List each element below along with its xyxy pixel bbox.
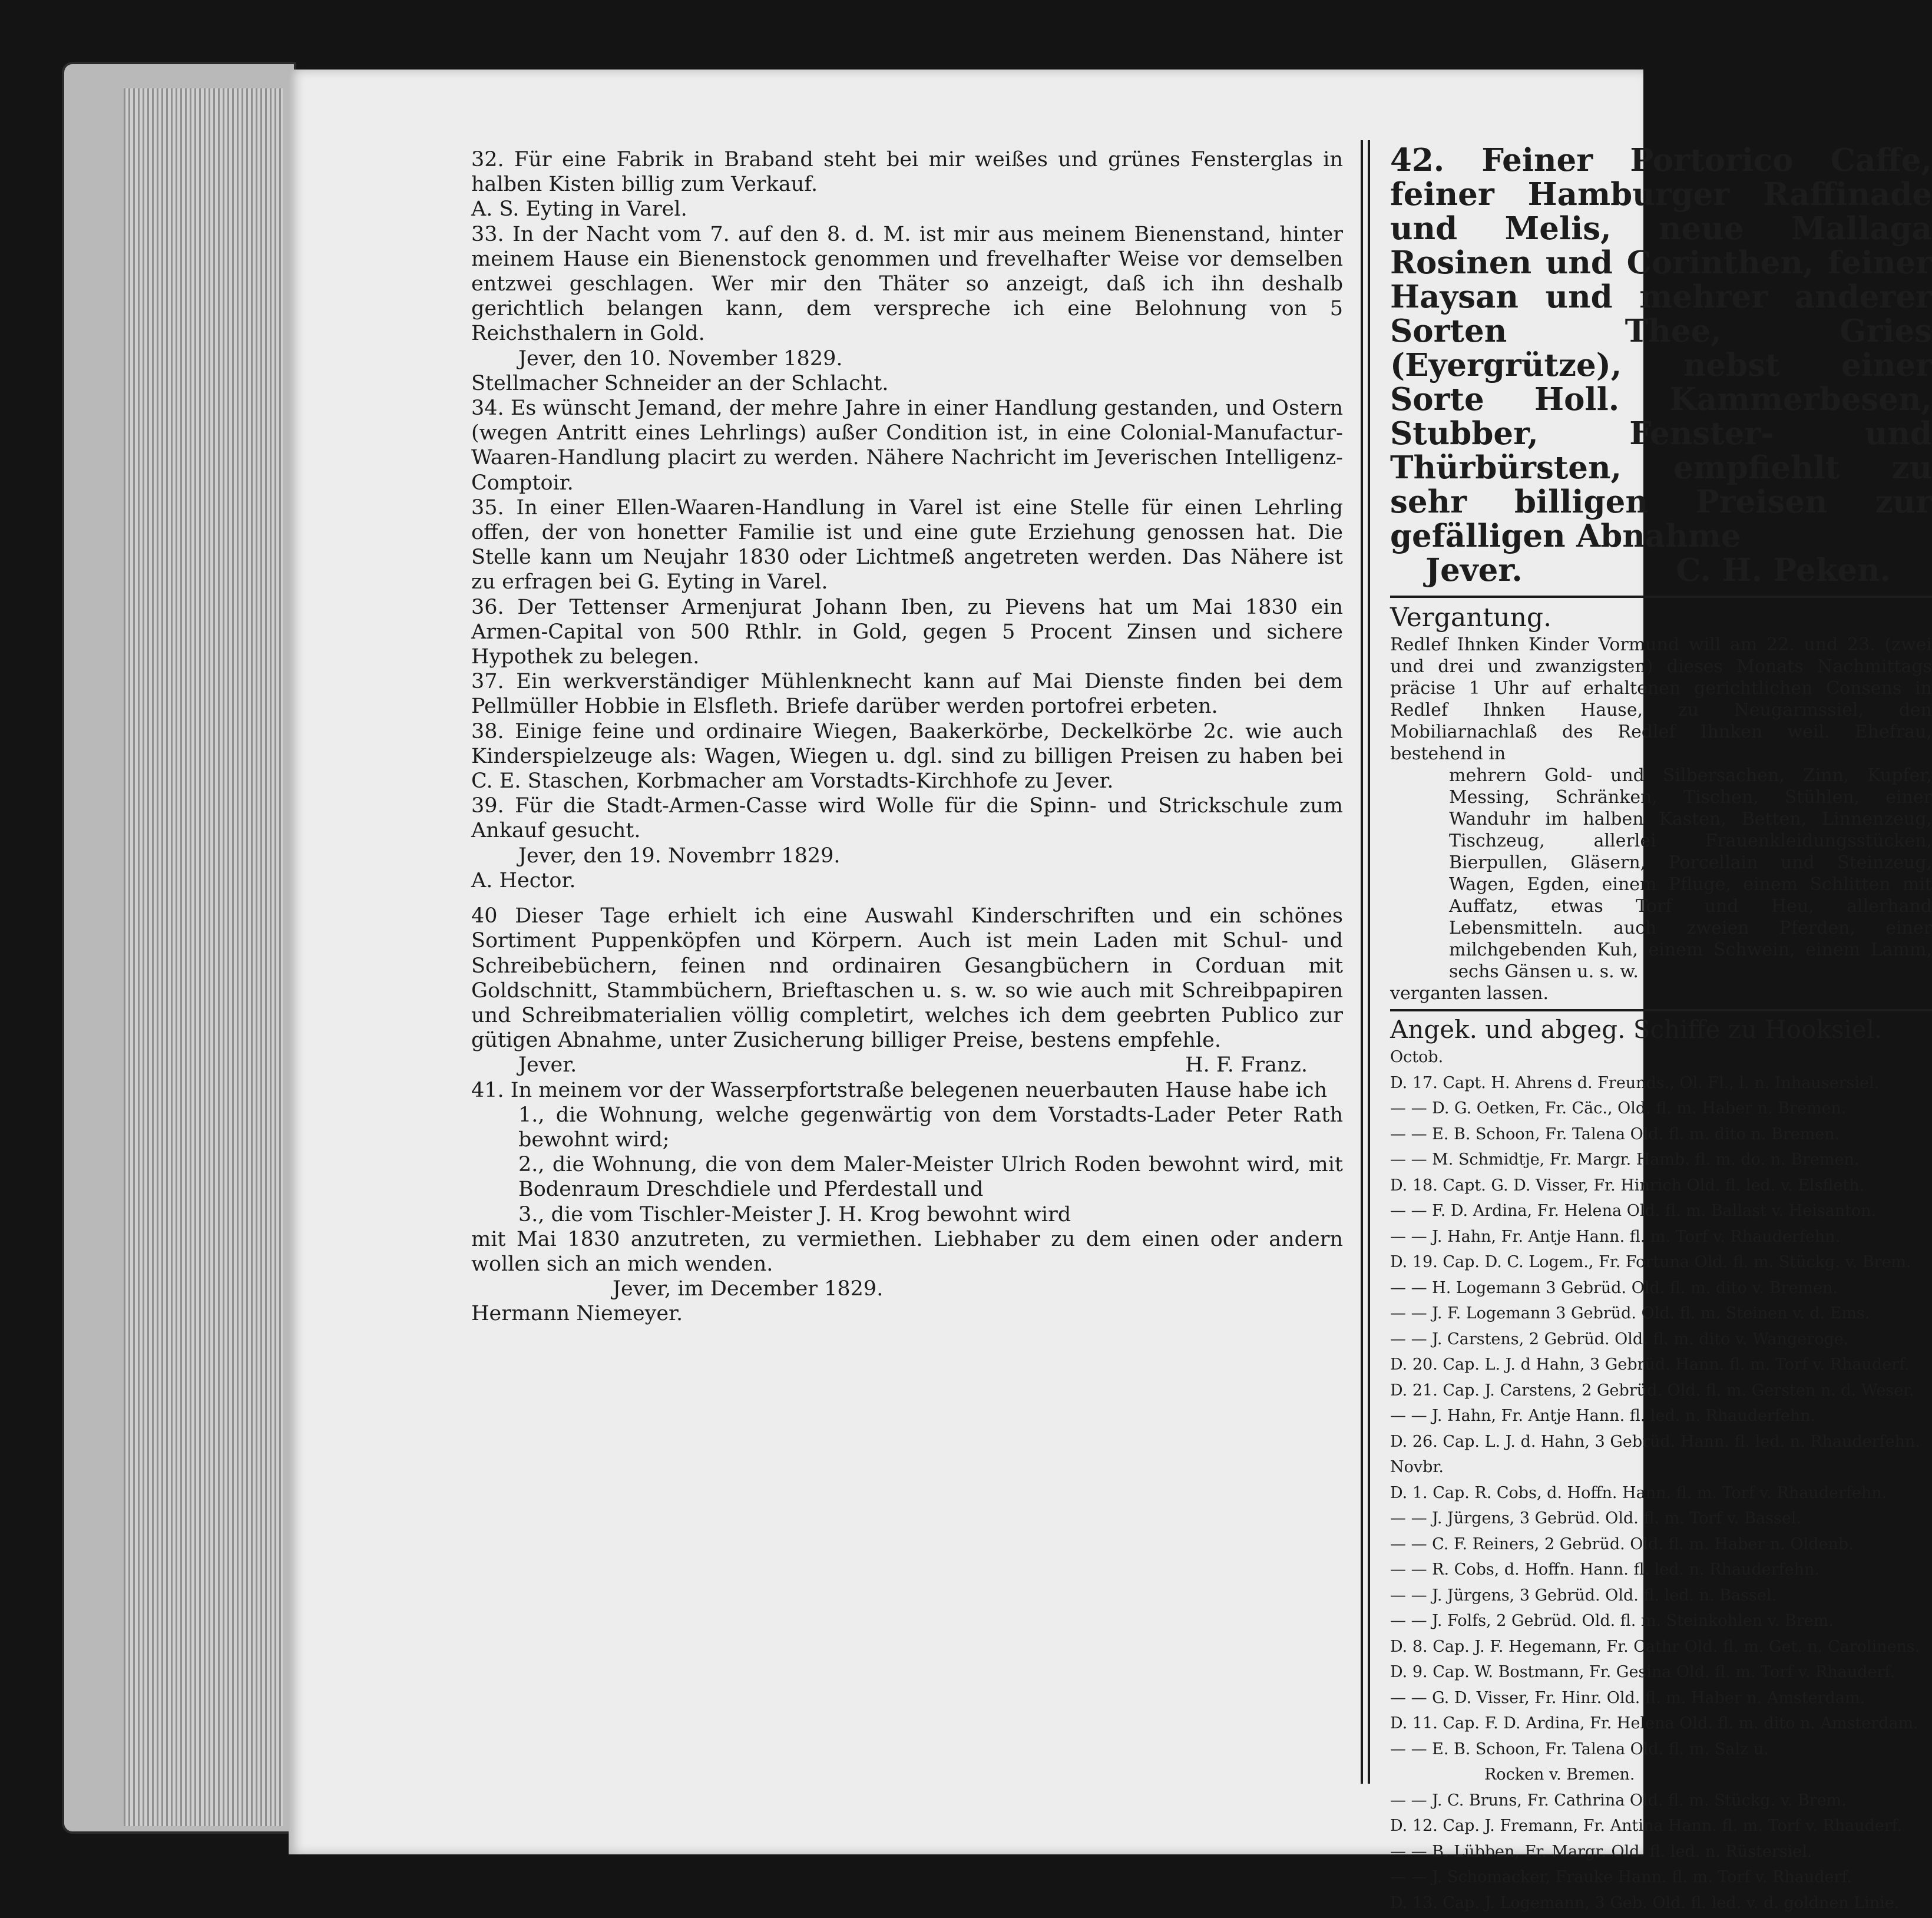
ad-38: 38. Einige feine und ordinaire Wiegen, Baakerkörbe, Deckelkörbe 2c. wie auch Kinderspielzeuge als: Wagen, Wiegen u. dgl. sind zu billigen Preisen zu haben bei C. E. Staschen, Korbmacher am Vorstadts-Kirchhofe zu Jever. [471, 719, 1343, 793]
ship-entry: — — J. Jürgens, 3 Gebrüd. Old. fl. led. n. Bassel. [1390, 1586, 1777, 1605]
ad-37: 37. Ein werkverständiger Mühlenknecht kann auf Mai Dienste finden bei dem Pellmüller Hobbie in Elsfleth. Briefe darüber werden portofrei erbeten. [471, 670, 1343, 719]
ship-entry: D. 21. Cap. J. Carstens, 2 Gebrüd. Old. fl. m. Gersten n. d. Weser. [1390, 1381, 1914, 1400]
ship-entry: D. 9. Cap. W. Bostmann, Fr. Gesina Old. fl. m. Torf v. Rhauderf. [1390, 1663, 1895, 1681]
ship-entry: — — C. F. Reiners, 2 Gebrüd. Old. fl. m. Haber n. Oldenb. [1390, 1535, 1854, 1553]
ad-42-place: Jever. [1425, 552, 1523, 588]
ad-40-footer [471, 1053, 1343, 1077]
auction-end: verganten lassen. [1390, 983, 1549, 1004]
ad-41-date: Jever, im December 1829. [613, 1277, 884, 1301]
ship-entry: — — R. Cobs, d. Hoffn. Hann. fl. led. n. Rhauderfehn. [1390, 1560, 1819, 1579]
ad-40-date: Jever. [518, 1053, 577, 1077]
ship-entry: D. 13. Cap. J. Logemann, 3 Geb. Old. fl. led. v. d. goldnen Linie. [1390, 1893, 1900, 1912]
ship-entry: — — E. B. Schoon, Fr. Talena Old. fl. m. dito n. Bremen. [1390, 1125, 1840, 1143]
ships-list [1390, 1044, 1932, 1916]
ad-32: 32. Für eine Fabrik in Braband steht bei mir weißes und grünes Fensterglas in halben Kisten billig zum Verkauf. [471, 148, 1343, 197]
ship-entry: D. 19. Cap. D. C. Logem., Fr. Fortuna Old. fl. m. Stückg. v. Brem. [1390, 1253, 1911, 1271]
ad-42-signature: C. H. Peken. [1676, 552, 1891, 588]
auction-text: Redlef Ihnken Kinder Vormund will am 22. und 23. (zwei und drei und zwanzigsten) dieses Monats Nachmittags präcise 1 Uhr auf erhaltenen gerichtlichen Consens in Redlef Ihnken Hause, zu Neugarmssiel, den Mobiliarnachlaß des Redlef Ihnken weil. Ehefrau, bestehend in [1390, 634, 1932, 764]
left-column [471, 147, 1343, 1327]
ad-42-footer [1390, 553, 1932, 587]
ship-entry: — — D. G. Oetken, Fr. Cäc., Old. fl. m. Haber n. Bremen. [1390, 1099, 1847, 1117]
ad-41-item-3: 3., die vom Tischler-Meister J. H. Krog bewohnt wird [518, 1202, 1071, 1226]
ship-entry: D. 8. Cap. J. F. Hegemann, Fr. Cathr Old. fl. m. Get. n. Carolinens. [1390, 1637, 1920, 1656]
ship-entry: D. 1. Cap. R. Cobs, d. Hoffn. Hann. fl. m. Torf v. Rhauderfehn. [1390, 1483, 1887, 1502]
ad-41-item-1: 1., die Wohnung, welche gegenwärtig von dem Vorstadts-Lader Peter Rath bewohnt wird; [518, 1103, 1343, 1152]
ad-40-signature: H. F. Franz. [1185, 1053, 1308, 1077]
ship-entry: — — F. D. Ardina, Fr. Helena Old. fl. m. Ballast v. Heisanton. [1390, 1202, 1877, 1220]
ad-32-signature: A. S. Eyting in Varel. [471, 197, 687, 221]
ship-entry: Rocken v. Bremen. [1484, 1765, 1635, 1784]
ad-33-date: Jever, den 10. November 1829. [518, 346, 843, 371]
ship-entry: D. 18. Capt. G. D. Visser, Fr. Hinrich Old. fl. led. v. Elsfleth. [1390, 1176, 1865, 1195]
ad-39: 39. Für die Stadt-Armen-Casse wird Wolle für die Spinn- und Strickschule zum Ankauf gesucht. [471, 794, 1343, 843]
ad-35: 35. In einer Ellen-Waaren-Handlung in Varel ist eine Stelle für einen Lehrling offen, der von honetter Familie ist und eine gute Erziehung genossen hat. Die Stelle kann um Neujahr 1830 oder Lichtmeß angetreten werden. Das Nähere ist zu erfragen bei G. Eyting in Varel. [471, 495, 1343, 594]
ship-entry: — — B. Lübben, Fr. Margr. Old. fl. led. n. Rüstersiel. [1390, 1842, 1812, 1861]
ship-entry: — — J. F. Logemann 3 Gebrüd. Old. fl. m. Steinen v. d. Ems. [1390, 1304, 1870, 1322]
ship-entry: D. 20. Cap. L. J. d Hahn, 3 Gebrüd. Hann. fl. m. Torf v. Rhauderf. [1390, 1355, 1910, 1374]
ad-41-item-2: 2., die Wohnung, die von dem Maler-Meister Ulrich Roden bewohnt wird, mit Bodenraum Dreschdiele und Pferdestall und [518, 1153, 1343, 1202]
ad-39-signature: A. Hector. [471, 868, 576, 892]
ad-33: 33. In der Nacht vom 7. auf den 8. d. M. ist mir aus meinem Bienenstand, hinter meinem Hause ein Bienenstock genommen und frevelhafter Weise vor demselben entzwei geschlagen. Wer mir den Thäter so anzeigt, daß ich ihn deshalb gerichtlich belangen kann, dem verspreche ich eine Belohnung von 5 Reichsthalern in Gold. [471, 222, 1343, 346]
column-divider-right [1368, 140, 1370, 1784]
ship-entry: D. 12. Cap. J. Fremann, Fr. Antina Hann. fl. m. Torf v. Rhauderf. [1390, 1817, 1903, 1835]
ad-41-outro: mit Mai 1830 anzutreten, zu vermiethen. Liebhaber zu dem einen oder andern wollen sich an mich wenden. [471, 1227, 1343, 1276]
newspaper-page [289, 70, 1932, 1912]
ships-title: Angek. und abgeg. Schiffe zu Hooksiel. [1390, 1015, 1883, 1044]
ship-entry: — — H. Logemann 3 Gebrüd. Old. fl. m. dito v. Bremen. [1390, 1278, 1838, 1297]
ad-40: 40 Dieser Tage erhielt ich eine Auswahl Kinderschriften und ein schönes Sortiment Puppenköpfen und Körpern. Auch ist mein Laden mit Schul- und Schreibebüchern, feinen nnd ordinairen Gesangbüchern in Corduan mit Goldschnitt, Stammbüchern, Brieftaschen u. s. w. so wie auch mit Schreibpapiren und Schreibmaterialien völlig completirt, welches ich dem geebrten Publico zur gütigen Abnahme, unter Zusicherung billiger Preise, bestens empfehle. [471, 904, 1343, 1053]
ad-41-intro: 41. In meinem vor der Wasserpfortstraße belegenen neuerbauten Hause habe ich [471, 1078, 1328, 1102]
ship-entry: — — M. Schmidtje, Fr. Margr. Hamb. fl. m. do. n. Bremen. [1390, 1150, 1860, 1169]
auction-items: mehrern Gold- und Silbersachen, Zinn, Kupfer, Messing, Schränken, Tischen, Stühlen, einer Wanduhr im halben Kasten, Betten, Linnenzeug, Tischzeug, allerlei Frauenkleidungsstücken, Bierpullen, Gläsern, Porcellain und Steinzeug, Wagen, Egden, einem Pfluge, einem Schlitten mit Auffatz, etwas Torf und Heu, allerhand Lebensmitteln. auch zweien Pferden, einer milchgebenden Kuh, einem Schwein, einem Lamm, sechs Gänsen u. s. w. [1449, 765, 1932, 982]
ship-entry: D. 26. Cap. L. J. d. Hahn, 3 Gebrüd. Hann. fl. led. n. Rhauderfehn. [1390, 1432, 1921, 1451]
ship-entry: — — J. C. Bruns, Fr. Cathrina Old. fl. m. Stückg. v. Brem. [1390, 1791, 1847, 1810]
ship-entry: — — E. B. Schoon, Fr. Talena Old. fl. m. Salz u. [1390, 1740, 1769, 1758]
ship-entry: — — J. Schomacker, Frauke Hann. fl. m. Torf v. Rhauderf. [1390, 1868, 1852, 1886]
ad-36: 36. Der Tettenser Armenjurat Johann Iben, zu Pievens hat um Mai 1830 ein Armen-Capital von 500 Rthlr. in Gold, gegen 5 Procent Zinsen und sichere Hypothek zu belegen. [471, 595, 1343, 669]
ship-entry: — — J. Jürgens, 3 Gebrüd. Old. fl. m. Torf v. Bassel. [1390, 1509, 1802, 1527]
section-rule-1 [1390, 596, 1932, 598]
column-divider-left [1361, 140, 1363, 1784]
ship-entry: — — G. D. Visser, Fr. Hinr. Old. fl. m. Haber n. Amsterdam. [1390, 1688, 1865, 1707]
page-stack-lines [124, 88, 283, 1826]
ship-entry: Octob. [1390, 1048, 1444, 1066]
ship-entry: — — J. Hahn, Fr. Antje Hann. fl. led. n. Rhauderfehn. [1390, 1407, 1816, 1425]
ship-entry: — — J. Folfs, 2 Gebrüd. Old. fl. m. Steinkohlen v. Brem. [1390, 1612, 1834, 1630]
ship-entry: D. 17. Capt. H. Ahrens d. Freunds., Ol. Fl., l. n. Inhausersiel. [1390, 1073, 1880, 1092]
ad-34: 34. Es wünscht Jemand, der mehre Jahre in einer Handlung gestanden, und Ostern (wegen Antritt eines Lehrlings) außer Condition ist, in eine Colonial-Manufactur-Waaren-Handlung placirt zu werden. Nähere Nachricht im Jeverischen Intelligenz-Comptoir. [471, 396, 1343, 495]
ship-entry: — — J. Hahn, Fr. Antje Hann. fl. m. Torf v. Rhauderfehn. [1390, 1227, 1841, 1246]
ad-39-date: Jever, den 19. Novembrr 1829. [518, 844, 841, 868]
ad-42: 42. Feiner Portorico Caffe, feiner Hamburger Raffinade und Melis, neue Mallaga Rosinen und Corinthen, feiner Haysan und mehrer anderer Sorten Thee, Gries (Eyergrütze), nebst einer Sorte Holl. Kammerbesen, Stubber, Fenster- und Thürbürsten, empfiehlt zu sehr billigen Preisen zur gefälligen Abnahme [1390, 142, 1932, 554]
ship-entry: D. 11. Cap. F. D. Ardina, Fr. Helena Old. fl. m. dito n. Amsterdam. [1390, 1714, 1918, 1732]
ship-entry: Novbr. [1390, 1458, 1444, 1476]
ad-41-signature: Hermann Niemeyer. [471, 1302, 683, 1326]
right-column [1390, 143, 1932, 1916]
auction-title: Vergantung. [1390, 603, 1552, 633]
ad-33-signature: Stellmacher Schneider an der Schlacht. [471, 371, 889, 395]
ship-entry: — — J. Carstens, 2 Gebrüd. Old. fl. m. dito v. Wangeroge. [1390, 1330, 1849, 1348]
section-rule-2 [1390, 1009, 1932, 1011]
